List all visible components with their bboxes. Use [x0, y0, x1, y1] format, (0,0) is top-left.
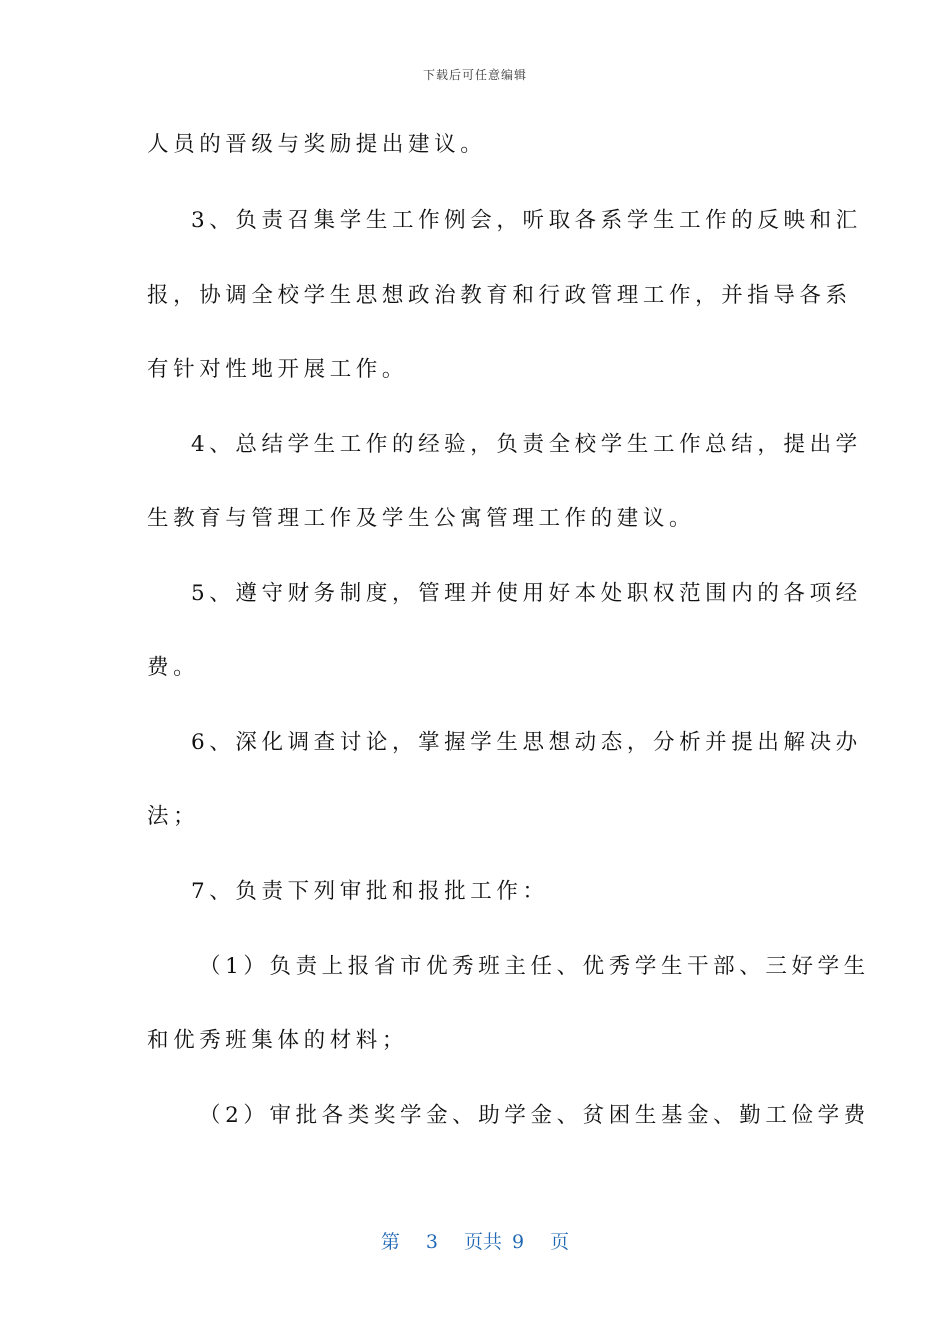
page-label-prefix: 第 — [380, 1231, 400, 1253]
text-line: （1）负责上报省市优秀班主任、优秀学生干部、三好学生 — [199, 954, 870, 979]
text-line: 7、负责下列审批和报批工作： — [191, 879, 549, 904]
text-line: 3、负责召集学生工作例会，听取各系学生工作的反映和汇 — [191, 208, 862, 233]
text-line: 6、深化调查讨论，掌握学生思想动态，分析并提出解决办 — [191, 730, 862, 755]
page-label-mid: 页共 — [463, 1231, 502, 1253]
text-line: 有针对性地开展工作。 — [147, 357, 409, 382]
text-line: 和优秀班集体的材料； — [147, 1028, 409, 1053]
text-line: 费。 — [147, 655, 200, 680]
text-line: 法； — [147, 804, 200, 829]
text-line: 人员的晋级与奖励提出建议。 — [147, 132, 487, 157]
current-page-number: 3 — [425, 1231, 438, 1253]
text-line: 5、遵守财务制度，管理并使用好本处职权范围内的各项经 — [191, 581, 862, 606]
text-line: 4、总结学生工作的经验，负责全校学生工作总结，提出学 — [191, 432, 862, 457]
text-line: 报，协调全校学生思想政治教育和行政管理工作，并指导各系 — [147, 283, 852, 308]
text-line: 生教育与管理工作及学生公寓管理工作的建议。 — [147, 506, 696, 531]
total-pages-number: 9 — [512, 1231, 525, 1253]
page-label-suffix: 页 — [550, 1231, 570, 1253]
text-line: （2）审批各类奖学金、助学金、贫困生基金、勤工俭学费 — [199, 1103, 870, 1128]
page-header: 下载后可任意编辑 — [422, 68, 527, 82]
page-footer — [0, 1227, 950, 1254]
